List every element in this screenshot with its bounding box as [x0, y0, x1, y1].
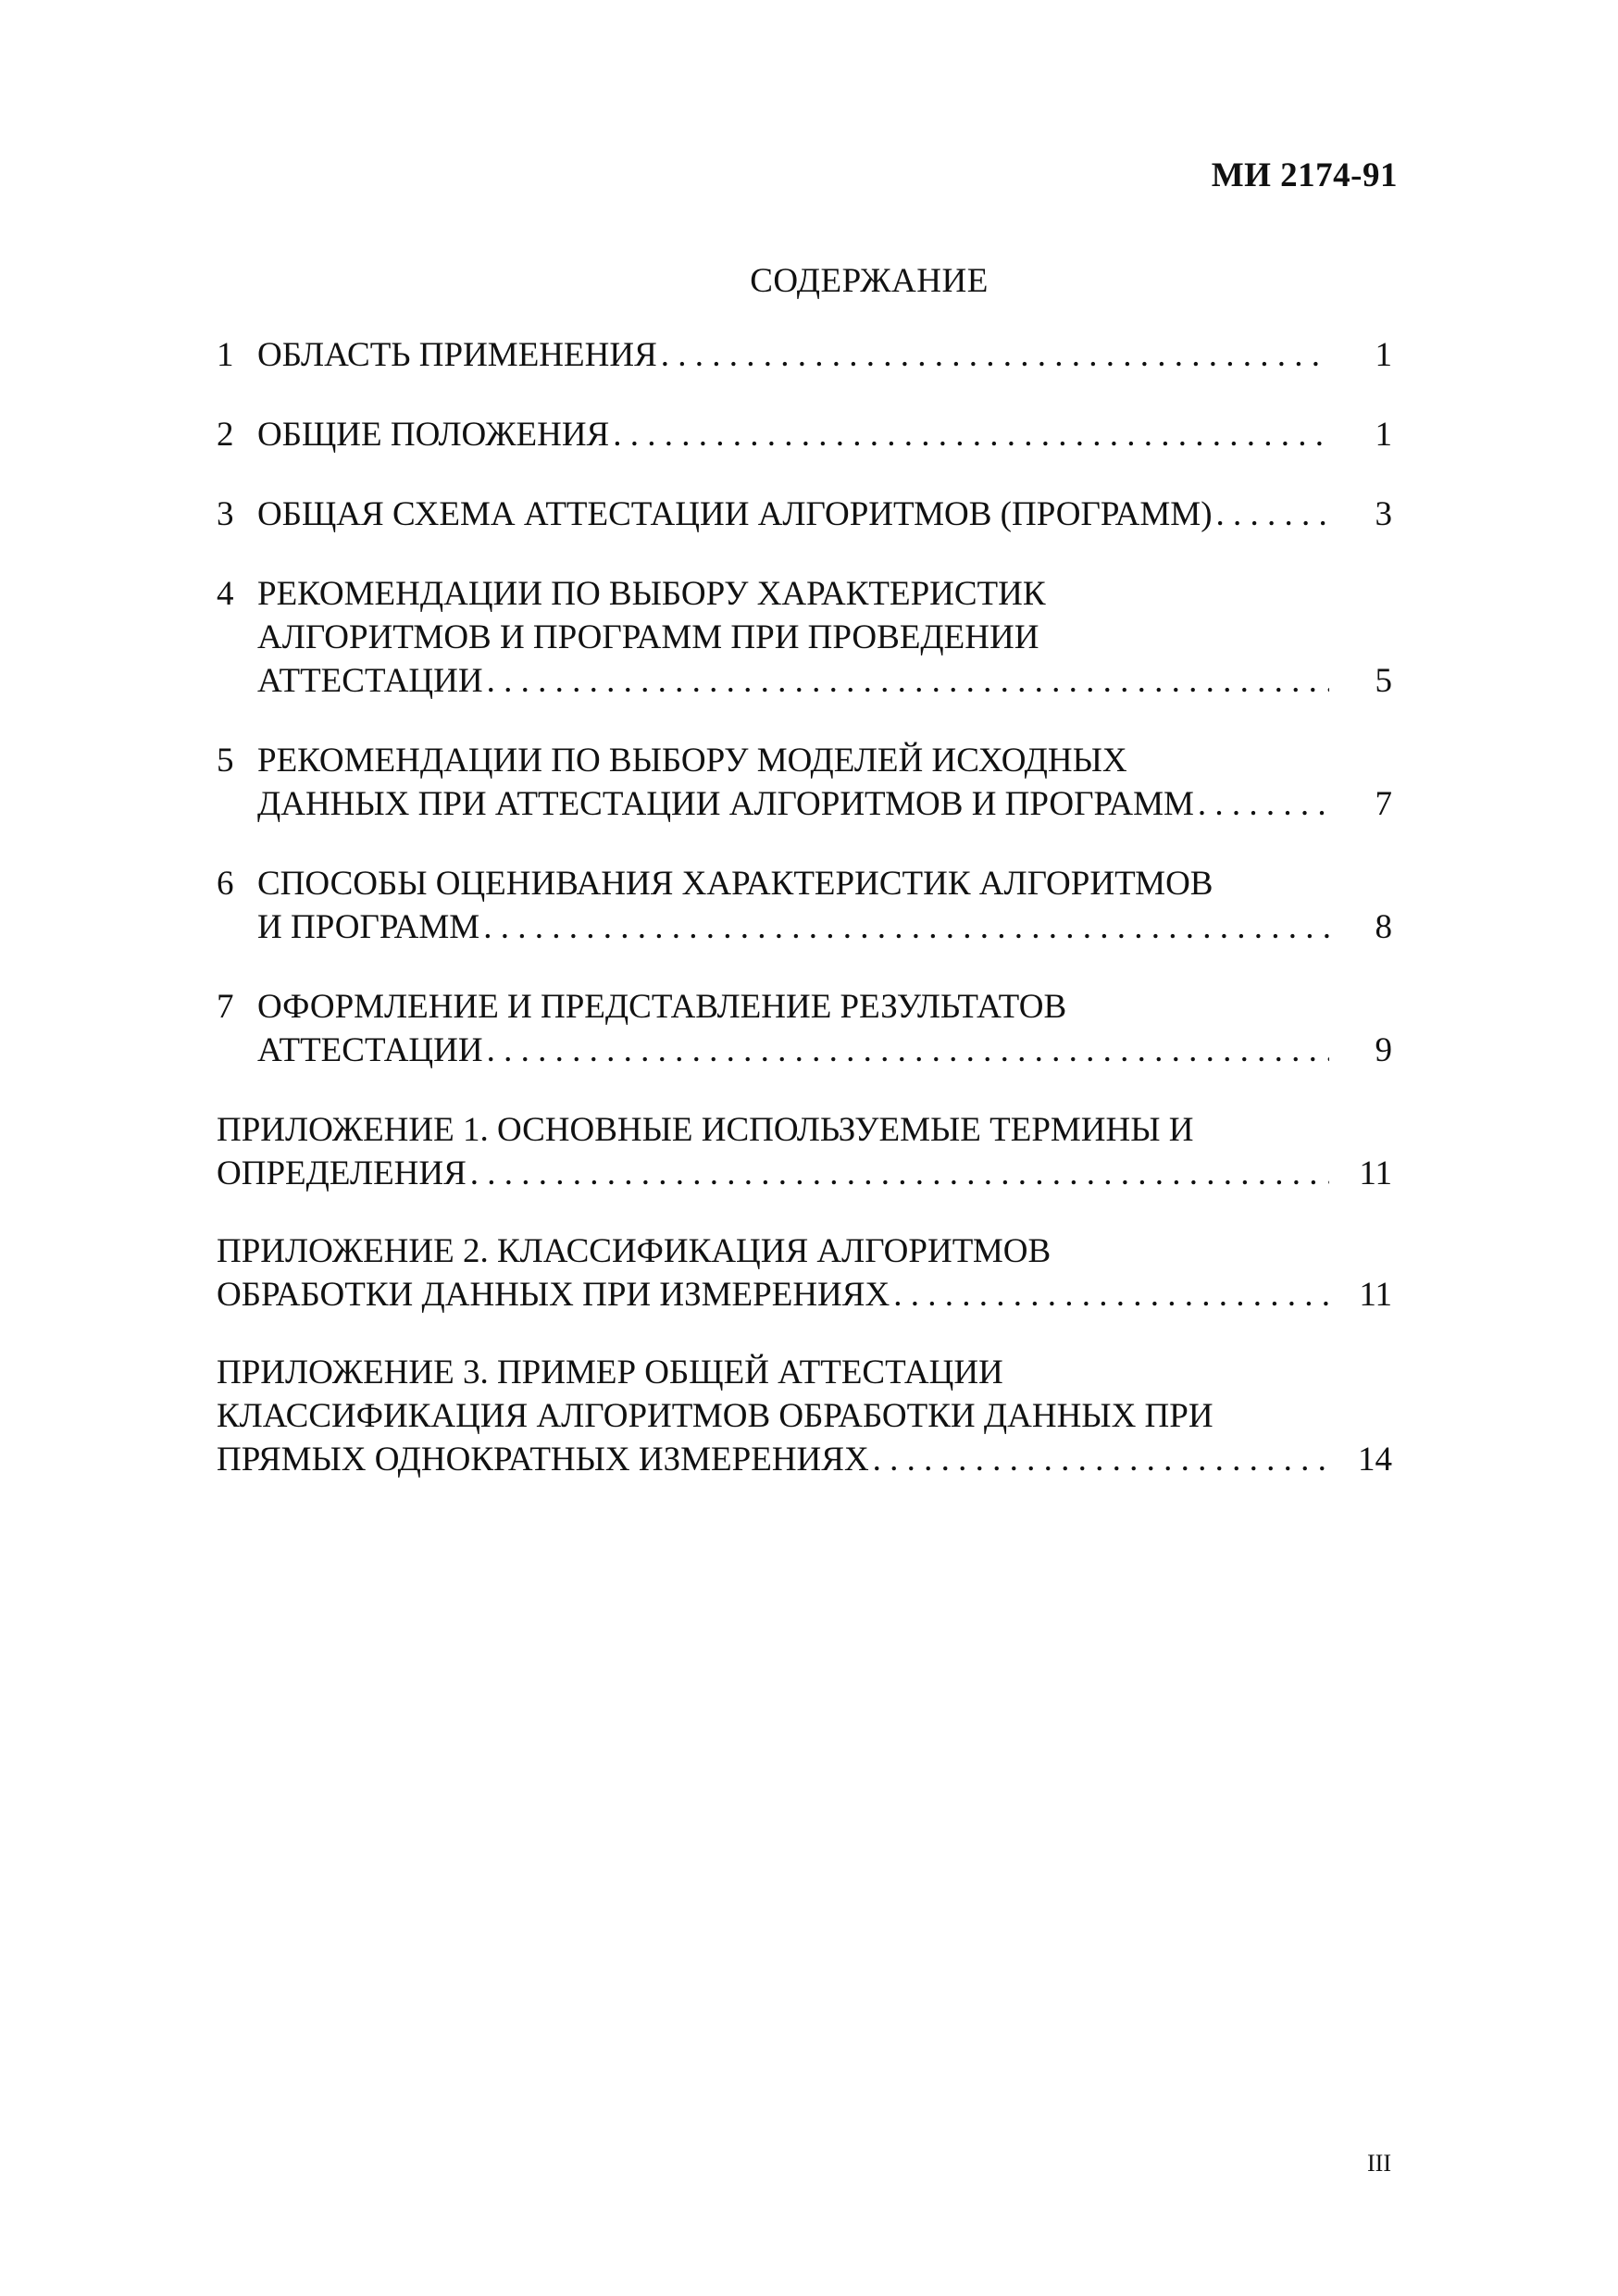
- toc-entry[interactable]: [217, 572, 1392, 703]
- toc-entry[interactable]: [217, 333, 1392, 377]
- toc-entry-title-line: АТТЕСТАЦИИ: [257, 662, 483, 700]
- toc-entry[interactable]: [217, 1108, 1392, 1195]
- toc-entry-page: 14: [1358, 1441, 1392, 1479]
- toc-entry-page: 5: [1375, 662, 1392, 700]
- toc-entry-title-line: ПРИЛОЖЕНИЕ 1. ОСНОВНЫЕ ИСПОЛЬЗУЕМЫЕ ТЕРМИНЫ И: [217, 1111, 1194, 1149]
- page-number: III: [1367, 2150, 1391, 2177]
- toc-entry-page: 11: [1359, 1276, 1392, 1314]
- toc-entry[interactable]: [217, 985, 1392, 1072]
- toc-entry[interactable]: [217, 862, 1392, 949]
- toc-entry[interactable]: [217, 1351, 1392, 1481]
- toc-entry-page: 1: [1375, 416, 1392, 454]
- toc-entry-page: 1: [1375, 336, 1392, 374]
- toc-entry-last-line: [257, 333, 1392, 377]
- dot-leader: [1216, 493, 1329, 536]
- toc-entry-page: 7: [1375, 785, 1392, 823]
- table-of-contents: [217, 333, 1392, 1516]
- toc-entry-number: 2: [217, 416, 234, 454]
- toc-entry-page: 9: [1375, 1031, 1392, 1069]
- toc-entry-body: [257, 739, 1392, 826]
- toc-entry-title-line: АТТЕСТАЦИИ: [257, 1031, 483, 1069]
- toc-entry-title-line: ПРЯМЫХ ОДНОКРАТНЫХ ИЗМЕРЕНИЯХ: [217, 1441, 869, 1479]
- toc-entry-title-line: ОБЩИЕ ПОЛОЖЕНИЯ: [257, 416, 610, 454]
- toc-entry-page: 11: [1359, 1154, 1392, 1192]
- toc-entry-page: 3: [1375, 495, 1392, 533]
- toc-entry-title-line: РЕКОМЕНДАЦИИ ПО ВЫБОРУ МОДЕЛЕЙ ИСХОДНЫХ: [257, 742, 1127, 780]
- toc-entry-number: 4: [217, 575, 234, 613]
- toc-entry-title-line: ДАННЫХ ПРИ АТТЕСТАЦИИ АЛГОРИТМОВ И ПРОГРАММ: [257, 785, 1194, 823]
- toc-entry-body: [257, 413, 1392, 456]
- toc-entry-last-line: [257, 905, 1392, 949]
- dot-leader: [483, 905, 1329, 949]
- toc-entry-title-line: КЛАССИФИКАЦИЯ АЛГОРИТМОВ ОБРАБОТКИ ДАННЫХ ПРИ: [217, 1397, 1214, 1435]
- toc-entry-number: 3: [217, 495, 234, 533]
- toc-entry-title-line: РЕКОМЕНДАЦИИ ПО ВЫБОРУ ХАРАКТЕРИСТИК: [257, 575, 1046, 613]
- toc-entry[interactable]: [217, 1229, 1392, 1316]
- toc-entry-number: 5: [217, 742, 234, 780]
- toc-entry-body: [217, 1229, 1392, 1316]
- toc-entry-title-line: АЛГОРИТМОВ И ПРОГРАММ ПРИ ПРОВЕДЕНИИ: [257, 618, 1039, 656]
- toc-entry-last-line: [257, 413, 1392, 456]
- toc-entry-body: [257, 333, 1392, 377]
- toc-entry-body: [257, 572, 1392, 703]
- toc-entry-last-line: [217, 1273, 1392, 1316]
- toc-entry-number: 1: [217, 336, 234, 374]
- toc-entry-number: 6: [217, 865, 234, 903]
- toc-entry-title-line: И ПРОГРАММ: [257, 908, 480, 946]
- toc-entry-body: [257, 985, 1392, 1072]
- toc-entry-last-line: [257, 1029, 1392, 1072]
- dot-leader: [873, 1438, 1329, 1481]
- toc-entry-title-line: ОФОРМЛЕНИЕ И ПРЕДСТАВЛЕНИЕ РЕЗУЛЬТАТОВ: [257, 988, 1067, 1026]
- dot-leader: [661, 333, 1329, 377]
- toc-entry-title-line: ПРИЛОЖЕНИЕ 3. ПРИМЕР ОБЩЕЙ АТТЕСТАЦИИ: [217, 1354, 1003, 1391]
- toc-entry-last-line: [217, 1152, 1392, 1195]
- toc-entry[interactable]: [217, 493, 1392, 536]
- toc-entry-last-line: [257, 659, 1392, 703]
- toc-entry-title-line: ОБРАБОТКИ ДАННЫХ ПРИ ИЗМЕРЕНИЯХ: [217, 1276, 890, 1314]
- dot-leader: [487, 659, 1329, 703]
- toc-entry-body: [257, 862, 1392, 949]
- toc-entry-last-line: [257, 493, 1392, 536]
- toc-entry-number: 7: [217, 988, 234, 1026]
- toc-entry-title-line: ОБЛАСТЬ ПРИМЕНЕНИЯ: [257, 336, 657, 374]
- toc-entry[interactable]: [217, 739, 1392, 826]
- toc-entry-body: [217, 1351, 1392, 1481]
- dot-leader: [487, 1029, 1329, 1072]
- toc-entry-last-line: [217, 1438, 1392, 1481]
- toc-entry-body: [257, 493, 1392, 536]
- toc-entry-last-line: [257, 782, 1392, 826]
- toc-entry-title-line: СПОСОБЫ ОЦЕНИВАНИЯ ХАРАКТЕРИСТИК АЛГОРИТМОВ: [257, 865, 1214, 903]
- toc-entry-title-line: ОПРЕДЕЛЕНИЯ: [217, 1154, 467, 1192]
- dot-leader: [613, 413, 1329, 456]
- document-code: МИ 2174-91: [1211, 156, 1398, 194]
- toc-entry-body: [217, 1108, 1392, 1195]
- dot-leader: [1198, 782, 1329, 826]
- dot-leader: [470, 1152, 1329, 1195]
- toc-title: СОДЕРЖАНИЕ: [750, 262, 989, 300]
- toc-entry-title-line: ПРИЛОЖЕНИЕ 2. КЛАССИФИКАЦИЯ АЛГОРИТМОВ: [217, 1232, 1052, 1270]
- toc-entry-page: 8: [1375, 908, 1392, 946]
- dot-leader: [893, 1273, 1329, 1316]
- toc-entry[interactable]: [217, 413, 1392, 456]
- toc-entry-title-line: ОБЩАЯ СХЕМА АТТЕСТАЦИИ АЛГОРИТМОВ (ПРОГРАММ): [257, 495, 1213, 533]
